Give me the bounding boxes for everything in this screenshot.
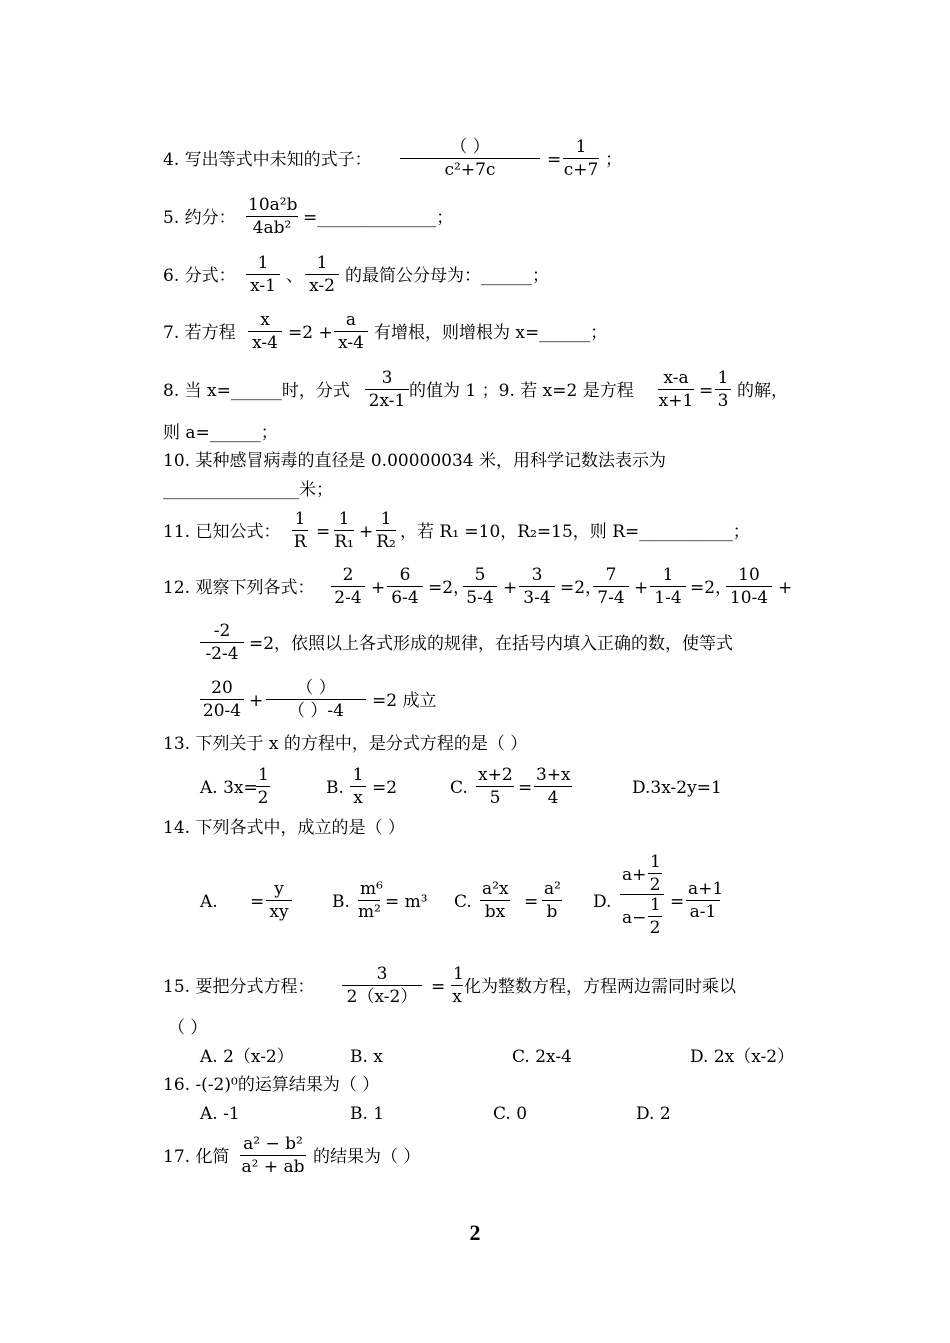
page-number: 2 (469, 1220, 481, 1245)
q13-c-fraction-1: $\frac{x+2}{5}$ (478, 765, 513, 808)
q15-fraction-1: $\frac{3}{2(x-2)}$ (342, 964, 422, 1007)
q15-option-c: C. 2x-4 (512, 1047, 572, 1067)
q15-option-a: A. 2（x-2） (200, 1047, 294, 1067)
q6-text: 6. 分式： (163, 266, 236, 286)
q13-c-equals: = (518, 778, 533, 798)
q6-separator: 、 (286, 266, 303, 286)
q11-equals: = (316, 522, 331, 542)
q5-blank: =______________； (303, 208, 454, 228)
q14-a-equals: = (250, 892, 265, 912)
q15-text: 15. 要把分式方程： (163, 977, 315, 997)
q9-rest: 的解， (737, 381, 788, 401)
q14-text: 14. 下列各式中，成立的是（ ） (163, 818, 405, 838)
q14-c-fraction-2: $\frac{\text{a²}}{b}$ (544, 879, 561, 922)
q6-fraction-1: $\frac{1}{x-1}$ (246, 253, 280, 296)
q11-fraction-3: $\frac{1}{\text{R₂}}$ (376, 509, 396, 552)
q14-c-equals: = (524, 892, 539, 912)
q12-tail: =2 成立 (372, 691, 437, 711)
q4-equals: = (547, 150, 562, 170)
q17-rest: 的结果为（ ） (313, 1147, 421, 1167)
q9-equals: = (699, 381, 714, 401)
q11-fraction-2: $\frac{1}{\text{R₁}}$ (334, 509, 354, 552)
q12-fraction: $\frac{6}{6-4}$ (387, 565, 423, 608)
q14-b-tail: = m³ (385, 892, 428, 912)
q12-fraction: $\frac{10}{10-4}$ (726, 565, 772, 608)
q12-text: 12. 观察下列各式： (163, 578, 315, 598)
q14-a-fraction: $\frac{y}{xy}$ (266, 879, 292, 922)
q9-fraction-2: $\frac{1}{3}$ (715, 368, 731, 411)
q12-fraction-a: $\frac{20}{20-4}$ (200, 678, 244, 721)
q13-option-c: C. (450, 778, 468, 798)
q8-mid: 的值为 1 ；9. 若 x=2 是方程 (409, 381, 634, 401)
q12-fraction: $\frac{1}{1-4}$ (650, 565, 686, 608)
q15-equals: = (431, 977, 446, 997)
q4-end: ； (605, 150, 622, 170)
q15-rest: 化为整数方程，方程两边需同时乘以 (464, 977, 736, 997)
q6-fraction-2: $\frac{1}{x-2}$ (305, 253, 339, 296)
q16-text: 16. -(-2)⁰的运算结果为（ ） (163, 1075, 380, 1095)
q4-fraction-left: （ ） c²+7c (400, 137, 540, 180)
q8-fraction-1: $\frac{3}{2x-1}$ (365, 368, 409, 411)
q10-text: 10. 某种感冒病毒的直径是 0.00000034 米，用科学记数法表示为 (163, 451, 666, 471)
q14-d-complex-fraction: a+ $\frac{1}{2}$ a− $\frac{1}{2}$ (620, 852, 664, 937)
q17-text: 17. 化简 (163, 1147, 230, 1167)
q12-plus: + (371, 578, 386, 598)
q7-mid: =2 + (288, 323, 333, 343)
q12-fraction: $\frac{5}{5-4}$ (463, 565, 497, 608)
q14-d-equals: = (670, 892, 685, 912)
q14-d-fraction-2: $\frac{a+1}{a-1}$ (688, 879, 724, 922)
q12-plus: + (503, 578, 518, 598)
q10-blank: ________________米； (163, 480, 333, 500)
q11-plus: + (359, 522, 374, 542)
q5-fraction: $\frac{\text{10a²b}}{\text{4ab²}}$ (248, 195, 298, 238)
q14-option-a: A. (200, 892, 218, 912)
q13-c-fraction-2: $\frac{3+x}{4}$ (536, 765, 571, 808)
q14-option-b: B. (332, 892, 350, 912)
q12-plus: + (249, 691, 264, 711)
q12-fraction: $\frac{2}{2-4}$ (331, 565, 365, 608)
q7-rest: 有增根，则增根为 x=______； (374, 323, 608, 343)
q15-paren: （ ） (168, 1018, 208, 1038)
q4-text: 4. 写出等式中未知的式子： (163, 150, 372, 170)
q12-plus: + (634, 578, 649, 598)
q13-b-fraction: $\frac{1}{x}$ (350, 765, 366, 808)
q16-option-d: D. 2 (636, 1104, 671, 1124)
q13-option-a: A. 3x= (200, 778, 258, 798)
q16-option-c: C. 0 (493, 1104, 528, 1124)
q11-fraction-1: $\frac{1}{R}$ (293, 509, 307, 552)
q14-b-fraction: $\frac{\text{m⁶}}{\text{m²}}$ (358, 879, 383, 922)
q12-equals-2: =2， (428, 578, 471, 598)
q12-line2: =2，依照以上各式形成的规律，在括号内填入正确的数，使等式 (249, 634, 734, 654)
q14-option-c: C. (454, 892, 472, 912)
q15-fraction-2: $\frac{1}{x}$ (452, 964, 464, 1007)
q15-option-d: D. 2x（x-2） (690, 1047, 795, 1067)
q14-option-d: D. (593, 892, 612, 912)
q13-b-tail: =2 (372, 778, 398, 798)
q12-fraction: $\frac{7}{7-4}$ (593, 565, 629, 608)
q13-option-b: B. (326, 778, 344, 798)
q17-fraction: $\frac{\text{a² − b²}}{\text{a² + ab}}$ (241, 1134, 305, 1177)
q7-fraction-2: $\frac{a}{x-4}$ (334, 310, 368, 353)
q11-rest: ，若 R₁ =10，R₂=15，则 R=___________； (400, 522, 750, 542)
q12-fraction: $\frac{-2}{-2-4}$ (200, 621, 244, 664)
q9-fraction-1: $\frac{x-a}{x+1}$ (658, 368, 694, 411)
q12-fraction-b: （ ） （ ）-4 (266, 678, 366, 721)
q8-text: 8. 当 x=______时，分式 (163, 381, 350, 401)
q13-option-d: D.3x-2y=1 (632, 778, 722, 798)
q5-text: 5. 约分： (163, 208, 236, 228)
q12-plus: + (778, 578, 793, 598)
q13-text: 13. 下列关于 x 的方程中，是分式方程的是（ ） (163, 734, 528, 754)
q14-c-fraction-1: $\frac{\text{a²x}}{bx}$ (482, 879, 509, 922)
q9-continuation: 则 a=______； (163, 423, 278, 443)
q12-equals-2: =2， (560, 578, 603, 598)
q15-option-b: B. x (350, 1047, 383, 1067)
q4-fraction-right: $\frac{1}{c+7}$ (563, 137, 599, 180)
q6-rest: 的最简公分母为：______； (345, 266, 549, 286)
q16-option-b: B. 1 (350, 1104, 385, 1124)
q13-a-fraction: $\frac{1}{2}$ (257, 765, 269, 808)
q12-equals-2: =2， (690, 578, 733, 598)
q7-fraction-1: $\frac{x}{x-4}$ (248, 310, 282, 353)
q16-option-a: A. -1 (200, 1104, 240, 1124)
q7-text: 7. 若方程 (163, 323, 236, 343)
q11-text: 11. 已知公式： (163, 522, 281, 542)
q12-fraction: $\frac{3}{3-4}$ (519, 565, 555, 608)
